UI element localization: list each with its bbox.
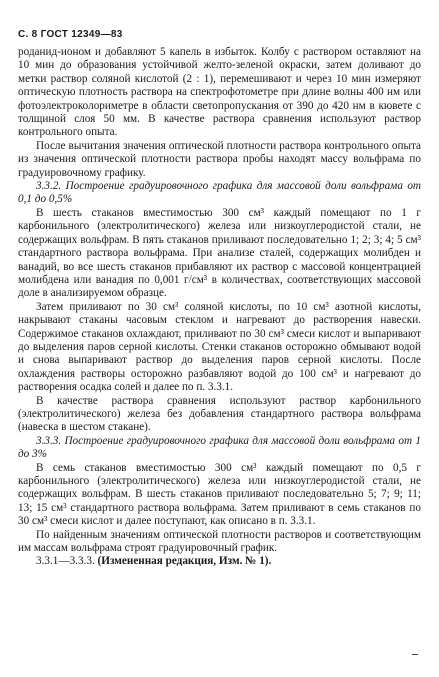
paragraph-subtraction: После вычитания значения оптической плотности раствора контрольного опыта из значения оптической плотности раствора пробы находят массу вольфрама по градуировочному графику. (18, 139, 421, 179)
document-body (18, 46, 421, 569)
page-end-mark (412, 654, 418, 655)
paragraph-acid-dissolution: Затем приливают по 30 см³ соляной кислоты, по 10 см³ азотной кислоты, накрывают стаканы часовым стеклом и нагревают до растворения навески. Содержимое стаканов охлаждают, приливают по 30 см³ смеси кислот и выпаривают до выделения паров серной кислоты. Стенки стаканов осторожно обмывают водой и снова выпаривают раствор до выделения паров серной кислоты. После охлаждения растворы осторожно разбавляют водой до 100 см³ и нагревают до растворения осадка солей и далее по п. 3.3.1. (18, 300, 421, 394)
paragraph-calibration-graph: По найденным значениям оптической плотности растворов и соответствующим им массам вольфрама строят градуировочный график. (18, 528, 421, 555)
paragraph-six-beakers: В шесть стаканов вместимостью 300 см³ каждый помещают по 1 г карбонильного (электролитического) железа или низкоуглеродистой стали, не содержащих вольфрам. В пять стаканов приливают последовательно 1; 2; 3; 4; 5 см³ стандартного раствора вольфрама. При анализе сталей, содержащих молибден и ванадий, во все шесть стаканов прибавляют их раствор с массовой концентрацией молибдена или ванадия по 0,001 г/см³ в количествах, соответствующих массовой доле в анализируемом образце. (18, 206, 421, 300)
amendment-note (18, 555, 421, 568)
paragraph-reference-solution: В качестве раствора сравнения используют раствор карбонильного (электролитического) железа без добавления стандартного раствора вольфрама (навеска в шестом стакане). (18, 394, 421, 434)
amendment-text: (Измененная редакция, Изм. № 1). (97, 555, 272, 568)
section-3-3-3-heading-text: 3.3.3. Построение градуировочного графика для массовой доли вольфрама от 1 до 3% (18, 434, 421, 461)
section-3-3-2-heading (18, 180, 421, 207)
section-3-3-2-heading-text: 3.3.2. Построение градуировочного графика для массовой доли вольфрама от 0,1 до 0,5% (18, 180, 421, 206)
paragraph-continuation: роданид-ионом и добавляют 5 капель в избыток. Колбу с раствором оставляют на 10 мин до образования устойчивой желто-зеленой окраски, затем доливают до метки раствор соляной кислотой (2 : 1), перемешивают и через 10 мин измеряют оптическую плотность раствора на спектрофотометре при длине волны 400 нм или фотоэлектроколориметре в области светопропускания от 390 до 420 нм в кювете с толщиной слоя 50 мм. В качестве раствора сравнения используют раствор контрольного опыта. (18, 46, 421, 139)
amendment-range: 3.3.1—3.3.3. (36, 555, 95, 568)
page-header: С. 8 ГОСТ 12349—83 (18, 29, 123, 40)
paragraph-seven-beakers: В семь стаканов вместимостью 300 см³ каждый помещают по 0,5 г карбонильного (электролитического) железа или низкоуглеродистой стали, не содержащих вольфрам. В шесть стаканов приливают последовательно 5; 7; 9; 11; 13; 15 см³ стандартного раствора вольфрама. Затем приливают в семь стаканов по 30 см³ смеси кислот и далее поступают, как описано в п. 3.3.1. (18, 461, 421, 528)
section-3-3-3-heading (18, 435, 421, 462)
